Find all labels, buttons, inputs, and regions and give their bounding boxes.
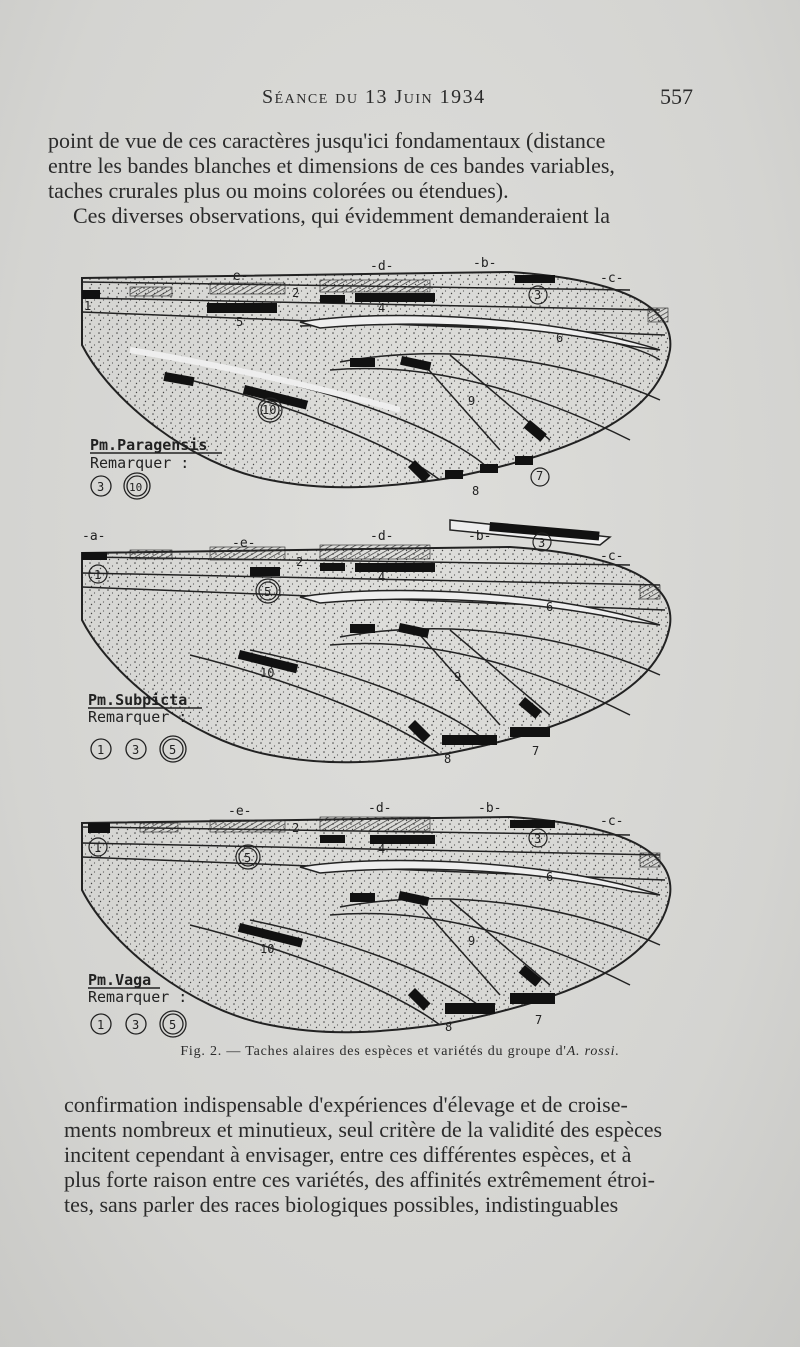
wing-vaga xyxy=(82,801,670,1037)
vein-number: 3 xyxy=(534,832,542,846)
circled-number: 3 xyxy=(132,743,140,757)
circled-number: 5 xyxy=(169,1018,177,1032)
page-number: 557 xyxy=(660,84,693,109)
vein-number: 6 xyxy=(556,331,564,345)
vein-number: 10 xyxy=(262,403,277,417)
figure-caption xyxy=(0,1044,800,1060)
vein-number: 9 xyxy=(454,670,462,684)
vein-number: 10 xyxy=(260,942,275,956)
vein-number: 2 xyxy=(292,821,300,835)
vein-number: 3 xyxy=(534,288,542,302)
vein-number: 5 xyxy=(244,851,252,865)
caption-species: A. rossi. xyxy=(566,1044,620,1059)
vein-number: 1 xyxy=(94,841,102,855)
vein-number: 3 xyxy=(538,536,546,550)
vein-number: 2 xyxy=(292,286,300,300)
wing-letter: -d- xyxy=(368,801,392,816)
vein-number: 4 xyxy=(378,301,386,315)
circled-number: 5 xyxy=(169,743,177,757)
vein-number: 4 xyxy=(378,842,386,856)
wing-subpicta xyxy=(82,520,670,766)
vein-number: 8 xyxy=(444,752,452,766)
circled-number: 1 xyxy=(97,743,105,757)
vein-number: 9 xyxy=(468,394,476,408)
text-line: confirmation indispensable d'expériences d'élevage et de croise- xyxy=(64,1092,628,1117)
text-line: entre les bandes blanches et dimensions de ces bandes variables, xyxy=(48,153,615,178)
wing-letter: -e- xyxy=(228,804,252,819)
wing-letter: -e- xyxy=(232,536,256,551)
wing-letter: -a- xyxy=(82,529,106,544)
text-line: Ces diverses observations, qui évidemment demanderaient la xyxy=(73,203,611,228)
text-line: tes, sans parler des races biologiques possibles, indistinguables xyxy=(64,1192,619,1217)
wing-letter: -e- xyxy=(225,269,249,284)
remark-label: Remarquer : xyxy=(90,454,190,472)
vein-number: 5 xyxy=(236,315,244,329)
vein-number: 5 xyxy=(264,585,272,599)
vein-number: 1 xyxy=(84,299,92,313)
vein-number: 7 xyxy=(535,1013,543,1027)
vein-number: 7 xyxy=(532,744,540,758)
top-paragraph xyxy=(48,128,698,228)
circled-number: 1 xyxy=(97,1018,105,1032)
species-name: Pm.Vaga xyxy=(88,971,152,989)
vein-number: 6 xyxy=(546,600,554,614)
text-line: taches crurales plus ou moins colorées ou étendues). xyxy=(48,178,509,203)
vein-number: 1 xyxy=(94,568,102,582)
remark-label: Remarquer : xyxy=(88,988,188,1006)
wing-letter: -c- xyxy=(600,549,624,564)
wing-paragensis xyxy=(82,256,670,499)
caption-text: Fig. 2. — Taches alaires des espèces et variétés du groupe d' xyxy=(180,1044,567,1059)
vein-number: 2 xyxy=(296,555,304,569)
wing-letter: -c- xyxy=(600,814,624,829)
text-line: point de vue de ces caractères jusqu'ici fondamentaux (distance xyxy=(48,128,606,153)
vein-number: 7 xyxy=(536,469,544,483)
species-name: Pm.Subpicta xyxy=(88,691,188,709)
species-name: Pm.Paragensis xyxy=(90,436,208,454)
wing-figure xyxy=(70,250,690,1040)
text-line: ments nombreux et minutieux, seul critère de la validité des espèces xyxy=(64,1117,663,1142)
wing-letter: -c- xyxy=(600,271,624,286)
vein-number: 9 xyxy=(468,934,476,948)
running-head: Séance du 13 Juin 1934 xyxy=(262,86,486,108)
vein-number: 10 xyxy=(260,666,275,680)
wing-letter: -b- xyxy=(468,529,492,544)
circled-number: 3 xyxy=(97,480,105,494)
page-header xyxy=(0,84,800,114)
vein-number: 6 xyxy=(546,870,554,884)
bottom-paragraph xyxy=(64,1092,696,1217)
wing-figure-svg xyxy=(70,250,690,1040)
wing-letter: -d- xyxy=(370,259,394,274)
circled-number: 10 xyxy=(129,481,143,494)
vein-number: 8 xyxy=(472,484,480,498)
wing-letter: -b- xyxy=(478,801,502,816)
vein-number: 4 xyxy=(378,570,386,584)
text-line: plus forte raison entre ces variétés, des affinités extrêmement étroi- xyxy=(64,1167,655,1192)
remark-label: Remarquer : xyxy=(88,708,188,726)
wing-letter: -d- xyxy=(370,529,394,544)
wing-letter: -b- xyxy=(473,256,497,271)
vein-number: 8 xyxy=(445,1020,453,1034)
text-line: incitent cependant à envisager, entre ces différentes espèces, et à xyxy=(64,1142,632,1167)
circled-number: 3 xyxy=(132,1018,140,1032)
